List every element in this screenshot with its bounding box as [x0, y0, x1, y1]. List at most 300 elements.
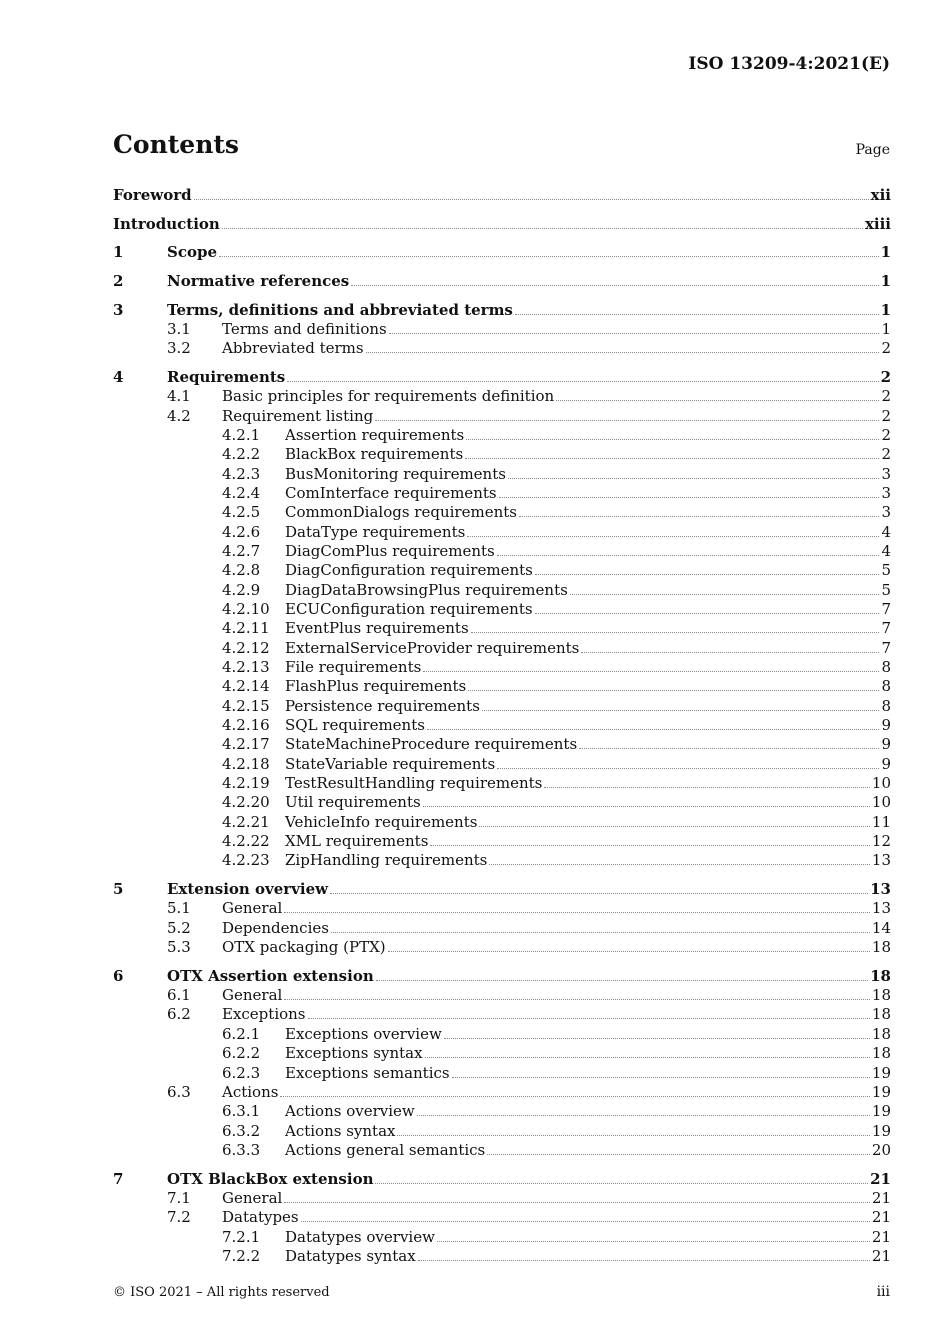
toc-dot-leader — [375, 420, 879, 421]
toc-entry-page: 7 — [881, 638, 891, 657]
toc-dot-leader — [301, 1221, 870, 1222]
toc-entry-title[interactable]: DiagConfiguration requirements — [285, 561, 533, 580]
toc-entry[interactable] — [113, 301, 891, 320]
toc-entry[interactable] — [113, 938, 891, 957]
toc-entry-line — [113, 215, 891, 234]
toc-entry-page: 19 — [871, 1121, 891, 1140]
toc-entry[interactable] — [113, 1102, 891, 1121]
toc-entry-number: 4.2.21 — [222, 812, 270, 831]
toc-entry-number: 6.3.1 — [222, 1102, 261, 1121]
toc-entry-page: 4 — [881, 541, 891, 560]
toc-entry-title[interactable]: File requirements — [285, 658, 422, 677]
toc-dot-leader — [579, 748, 879, 749]
toc-entry[interactable] — [113, 1025, 891, 1044]
toc-entry[interactable] — [113, 677, 891, 696]
toc-entry[interactable] — [113, 272, 891, 291]
toc-entry-number: 4.2.16 — [222, 716, 270, 735]
toc-entry-title[interactable]: XML requirements — [285, 832, 429, 851]
toc-entry-number: 4.2.2 — [222, 445, 261, 464]
toc-entry-number: 7.2.1 — [222, 1227, 261, 1246]
toc-entry[interactable] — [113, 1083, 891, 1102]
toc-entry-title[interactable]: General — [222, 986, 283, 1005]
toc-entry-page: 21 — [871, 1246, 891, 1265]
toc-entry-line — [285, 793, 891, 812]
toc-dot-leader — [489, 864, 870, 865]
toc-entry-line — [222, 919, 891, 938]
toc-entry-line — [285, 619, 891, 638]
toc-dot-leader — [284, 999, 870, 1000]
toc-section-gap — [113, 958, 891, 967]
toc-entry[interactable] — [113, 561, 891, 580]
toc-entry[interactable] — [113, 851, 891, 870]
toc-entry-line — [222, 320, 891, 339]
toc-dot-leader — [308, 1018, 870, 1019]
toc-entry-title[interactable]: EventPlus requirements — [285, 619, 469, 638]
toc-entry-page: 8 — [881, 677, 891, 696]
toc-entry-title[interactable]: Actions — [222, 1082, 279, 1101]
toc-entry-line — [167, 880, 891, 899]
toc-entry-page: 12 — [871, 832, 891, 851]
toc-dot-leader — [222, 228, 863, 229]
toc-dot-leader — [465, 458, 879, 459]
toc-entry-page: 19 — [871, 1082, 891, 1101]
toc-entry-page: 1 — [880, 243, 891, 262]
toc-dot-leader — [330, 893, 868, 894]
toc-entry-page: 3 — [881, 464, 891, 483]
toc-entry-number: 5.3 — [167, 938, 191, 957]
toc-entry-number: 2 — [113, 271, 124, 290]
toc-dot-leader — [376, 980, 868, 981]
toc-dot-leader — [331, 932, 870, 933]
toc-entry-number: 4.2 — [167, 406, 191, 425]
toc-entry[interactable] — [113, 1170, 891, 1189]
toc-dot-leader — [479, 826, 869, 827]
toc-entry-title[interactable]: DiagComPlus requirements — [285, 541, 495, 560]
toc-entry-line — [285, 600, 891, 619]
toc-dot-leader — [397, 1135, 869, 1136]
toc-entry[interactable] — [113, 1189, 891, 1208]
toc-entry-number: 6.2.1 — [222, 1024, 261, 1043]
toc-entry-line — [285, 716, 891, 735]
toc-entry-title[interactable]: General — [222, 899, 283, 918]
toc-entry[interactable] — [113, 793, 891, 812]
toc-entry-line — [285, 1141, 891, 1160]
toc-entry-number: 4.2.15 — [222, 696, 270, 715]
toc-entry[interactable] — [113, 1247, 891, 1266]
toc-entry-title[interactable]: Exceptions syntax — [285, 1044, 423, 1063]
toc-section-gap — [113, 871, 891, 880]
toc-entry[interactable] — [113, 215, 891, 234]
toc-entry-page: xiii — [864, 214, 891, 233]
toc-entry-page: 8 — [881, 658, 891, 677]
toc-entry-number: 4.2.8 — [222, 561, 261, 580]
toc-entry-number: 6.2.2 — [222, 1044, 261, 1063]
toc-entry-title[interactable]: Datatypes syntax — [285, 1246, 416, 1265]
toc-dot-leader — [389, 333, 880, 334]
toc-entry-page: 14 — [871, 918, 891, 937]
toc-entry-title[interactable]: Normative references — [167, 271, 350, 290]
toc-entry-title[interactable]: SQL requirements — [285, 716, 425, 735]
toc-entry-page: 19 — [871, 1063, 891, 1082]
toc-entry-line — [222, 339, 891, 358]
toc-entry[interactable] — [113, 387, 891, 406]
toc-entry[interactable] — [113, 186, 891, 205]
toc-entry-page: 1 — [880, 300, 891, 319]
toc-entry[interactable] — [113, 426, 891, 445]
toc-entry-number: 4.2.14 — [222, 677, 270, 696]
toc-dot-leader — [417, 1115, 870, 1116]
toc-entry-page: 21 — [870, 1169, 891, 1188]
toc-entry-number: 4.1 — [167, 387, 191, 406]
toc-entry-page: 3 — [881, 503, 891, 522]
toc-dot-leader — [556, 400, 879, 401]
toc-entry-number: 4.2.18 — [222, 754, 270, 773]
toc-entry-number: 4.2.22 — [222, 832, 270, 851]
toc-entry-number: 4.2.9 — [222, 580, 261, 599]
toc-entry-page: 4 — [881, 522, 891, 541]
toc-entry[interactable] — [113, 658, 891, 677]
toc-entry-line — [167, 1170, 891, 1189]
toc-dot-leader — [468, 690, 879, 691]
toc-entry-number: 4.2.17 — [222, 735, 270, 754]
toc-entry-line — [222, 407, 891, 426]
toc-entry-number: 3.1 — [167, 319, 191, 338]
toc-entry-number: 7.1 — [167, 1188, 191, 1207]
toc-entry-page: 9 — [881, 754, 891, 773]
toc-section-gap — [113, 263, 891, 272]
toc-entry-number: 5.2 — [167, 918, 191, 937]
toc-entry[interactable] — [113, 639, 891, 658]
toc-entry[interactable] — [113, 967, 891, 986]
toc-entry-title[interactable]: Requirements — [167, 367, 286, 386]
toc-entry-page: 2 — [881, 445, 891, 464]
toc-entry-title[interactable]: VehicleInfo requirements — [285, 812, 478, 831]
toc-entry-title[interactable]: Basic principles for requirements definition — [222, 387, 555, 406]
toc-entry-page: 1 — [881, 319, 891, 338]
toc-entry-title[interactable]: Abbreviated terms — [222, 339, 364, 358]
toc-dot-leader — [515, 314, 879, 315]
toc-entry-line — [222, 387, 891, 406]
toc-entry-page: 13 — [871, 851, 891, 870]
toc-entry-title[interactable]: ComInterface requirements — [285, 483, 497, 502]
toc-entry-title[interactable]: Util requirements — [285, 793, 421, 812]
toc-dot-leader — [497, 555, 880, 556]
toc-entry-line — [285, 755, 891, 774]
toc-entry-page: 13 — [870, 880, 891, 899]
toc-dot-leader — [471, 632, 880, 633]
toc-dot-leader — [499, 497, 880, 498]
toc-entry-title[interactable]: General — [222, 1188, 283, 1207]
toc-entry[interactable] — [113, 1208, 891, 1227]
toc-entry-title[interactable]: Datatypes overview — [285, 1227, 435, 1246]
copyright-notice: © ISO 2021 – All rights reserved — [113, 1285, 330, 1300]
toc-entry-number: 6.2.3 — [222, 1063, 261, 1082]
toc-entry-page: 10 — [871, 774, 891, 793]
page-column-label: Page — [855, 142, 890, 158]
toc-section-gap — [113, 291, 891, 300]
toc-entry-line — [285, 697, 891, 716]
page-title: Contents — [113, 130, 240, 159]
toc-entry-page: 11 — [871, 812, 891, 831]
toc-entry[interactable] — [113, 368, 891, 387]
toc-entry-number: 4.2.3 — [222, 464, 261, 483]
toc-entry-number: 1 — [113, 243, 124, 262]
toc-entry-title[interactable]: OTX BlackBox extension — [167, 1169, 374, 1188]
toc-entry-line — [167, 368, 891, 387]
toc-dot-leader — [487, 1154, 870, 1155]
toc-entry-line — [285, 561, 891, 580]
toc-entry[interactable] — [113, 243, 891, 262]
toc-entry-line — [285, 465, 891, 484]
toc-entry-page: 2 — [881, 387, 891, 406]
toc-entry-title[interactable]: ZipHandling requirements — [285, 851, 488, 870]
toc-section-gap — [113, 359, 891, 368]
toc-dot-leader — [466, 439, 879, 440]
toc-entry-title[interactable]: Terms, definitions and abbreviated terms — [167, 300, 513, 319]
toc-entry-page: 2 — [881, 339, 891, 358]
toc-entry-number: 4.2.10 — [222, 600, 270, 619]
toc-entry-title[interactable]: Assertion requirements — [285, 425, 465, 444]
toc-entry[interactable] — [113, 735, 891, 754]
toc-entry-title[interactable]: TestResultHandling requirements — [285, 774, 543, 793]
toc-entry-line — [113, 186, 891, 205]
toc-entry[interactable] — [113, 465, 891, 484]
toc-entry[interactable] — [113, 813, 891, 832]
toc-entry-number: 4.2.11 — [222, 619, 270, 638]
toc-entry-title[interactable]: DiagDataBrowsingPlus requirements — [285, 580, 568, 599]
toc-entry-number: 6.1 — [167, 986, 191, 1005]
toc-entry-page: 3 — [881, 483, 891, 502]
toc-entry-page: 8 — [881, 696, 891, 715]
toc-entry-page: 1 — [880, 271, 891, 290]
toc-entry[interactable] — [113, 600, 891, 619]
toc-entry[interactable] — [113, 1005, 891, 1024]
toc-entry-line — [285, 774, 891, 793]
toc-entry-line — [285, 1025, 891, 1044]
toc-entry-title[interactable]: Introduction — [113, 214, 220, 233]
toc-entry-title[interactable]: Actions overview — [285, 1102, 415, 1121]
toc-entry-line — [222, 986, 891, 1005]
toc-dot-leader — [430, 845, 869, 846]
toc-entry[interactable] — [113, 1228, 891, 1247]
toc-dot-leader — [508, 478, 880, 479]
toc-dot-leader — [535, 574, 880, 575]
toc-dot-leader — [519, 516, 880, 517]
toc-entry[interactable] — [113, 1141, 891, 1160]
toc-section-gap — [113, 205, 891, 214]
toc-entry-line — [222, 1189, 891, 1208]
toc-entry-title[interactable]: ECUConfiguration requirements — [285, 600, 533, 619]
toc-entry-line — [222, 1083, 891, 1102]
toc-dot-leader — [497, 768, 879, 769]
toc-entry-line — [285, 1228, 891, 1247]
toc-dot-leader — [452, 1077, 870, 1078]
toc-entry-line — [285, 1044, 891, 1063]
toc-entry-page: 19 — [871, 1102, 891, 1121]
toc-entry-line — [285, 542, 891, 561]
toc-entry-page: 9 — [881, 716, 891, 735]
toc-entry-line — [285, 1247, 891, 1266]
toc-entry-line — [285, 484, 891, 503]
toc-entry-title[interactable]: BlackBox requirements — [285, 445, 464, 464]
toc-entry[interactable] — [113, 919, 891, 938]
toc-entry-page: 21 — [871, 1227, 891, 1246]
toc-entry-title[interactable]: Dependencies — [222, 918, 329, 937]
toc-entry-number: 6 — [113, 966, 124, 985]
toc-entry-page: 18 — [871, 1024, 891, 1043]
toc-entry-line — [285, 832, 891, 851]
toc-entry-line — [222, 938, 891, 957]
toc-dot-leader — [219, 256, 879, 257]
toc-entry-number: 4.2.6 — [222, 522, 261, 541]
toc-dot-leader — [425, 1057, 870, 1058]
toc-entry-title[interactable]: Exceptions overview — [285, 1024, 442, 1043]
toc-entry-line — [285, 1122, 891, 1141]
toc-entry-page: 20 — [871, 1140, 891, 1159]
toc-entry[interactable] — [113, 619, 891, 638]
toc-entry-number: 4.2.12 — [222, 638, 270, 657]
toc-entry-title[interactable]: Persistence requirements — [285, 696, 480, 715]
toc-dot-leader — [427, 729, 880, 730]
toc-entry[interactable] — [113, 581, 891, 600]
toc-entry-line — [167, 272, 891, 291]
toc-entry-page: 2 — [881, 425, 891, 444]
toc-entry-page: xii — [870, 186, 891, 204]
toc-dot-leader — [535, 613, 880, 614]
toc-entry[interactable] — [113, 986, 891, 1005]
toc-entry[interactable] — [113, 832, 891, 851]
toc-entry[interactable] — [113, 899, 891, 918]
toc-entry-line — [285, 523, 891, 542]
toc-entry-number: 4.2.23 — [222, 851, 270, 870]
toc-entry-number: 4.2.7 — [222, 541, 261, 560]
toc-entry-title[interactable]: Requirement listing — [222, 406, 374, 425]
toc-entry-page: 5 — [881, 580, 891, 599]
toc-entry-title[interactable]: Exceptions semantics — [285, 1063, 450, 1082]
toc-entry[interactable] — [113, 484, 891, 503]
toc-entry-line — [285, 1064, 891, 1083]
toc-dot-leader — [194, 199, 869, 200]
toc-entry-title[interactable]: CommonDialogs requirements — [285, 503, 517, 522]
toc-entry-number: 3.2 — [167, 339, 191, 358]
toc-entry-page: 18 — [870, 966, 891, 985]
toc-entry-page: 5 — [881, 561, 891, 580]
toc-entry-line — [285, 426, 891, 445]
toc-dot-leader — [366, 352, 880, 353]
toc-entry[interactable] — [113, 774, 891, 793]
toc-entry-number: 5 — [113, 880, 124, 899]
toc-entry-title[interactable]: StateVariable requirements — [285, 754, 496, 773]
toc-entry[interactable] — [113, 407, 891, 426]
toc-dot-leader — [423, 806, 870, 807]
toc-entry[interactable] — [113, 503, 891, 522]
toc-entry[interactable] — [113, 716, 891, 735]
toc-section-gap — [113, 234, 891, 243]
toc-entry-number: 6.3.3 — [222, 1140, 261, 1159]
toc-entry-number: 4.2.1 — [222, 425, 261, 444]
toc-entry[interactable] — [113, 1122, 891, 1141]
toc-dot-leader — [287, 381, 878, 382]
toc-entry[interactable] — [113, 755, 891, 774]
toc-dot-leader — [581, 652, 879, 653]
toc-entry-page: 2 — [880, 367, 891, 386]
toc-dot-leader — [418, 1260, 870, 1261]
toc-entry-page: 21 — [871, 1188, 891, 1207]
toc-dot-leader — [444, 1038, 870, 1039]
toc-entry-page: 21 — [871, 1208, 891, 1227]
toc-dot-leader — [284, 912, 870, 913]
toc-entry-number: 4.2.19 — [222, 774, 270, 793]
toc-entry-page: 10 — [871, 793, 891, 812]
toc-entry-number: 4.2.20 — [222, 793, 270, 812]
toc-entry-title[interactable]: Actions general semantics — [285, 1140, 486, 1159]
toc-entry-title[interactable]: Exceptions — [222, 1005, 306, 1024]
toc-entry[interactable] — [113, 542, 891, 561]
toc-dot-leader — [467, 536, 879, 537]
toc-entry-line — [285, 677, 891, 696]
toc-entry-line — [222, 1208, 891, 1227]
toc-entry-line — [167, 243, 891, 262]
toc-entry-title[interactable]: Terms and definitions — [222, 319, 387, 338]
table-of-contents — [113, 186, 891, 1266]
toc-entry-title[interactable]: StateMachineProcedure requirements — [285, 735, 578, 754]
toc-entry-title[interactable]: Scope — [167, 243, 218, 262]
toc-entry-line — [285, 735, 891, 754]
toc-entry-title[interactable]: OTX packaging (PTX) — [222, 938, 386, 957]
toc-entry-line — [285, 851, 891, 870]
toc-entry-number: 3 — [113, 300, 124, 319]
toc-dot-leader — [375, 1183, 868, 1184]
toc-entry-title[interactable]: Datatypes — [222, 1208, 299, 1227]
toc-dot-leader — [437, 1241, 870, 1242]
toc-entry-number: 4.2.5 — [222, 503, 261, 522]
toc-entry-title[interactable]: Actions syntax — [285, 1121, 396, 1140]
toc-entry-title[interactable]: Foreword — [113, 186, 192, 204]
toc-entry-line — [167, 967, 891, 986]
toc-entry[interactable] — [113, 1044, 891, 1063]
toc-entry[interactable] — [113, 339, 891, 358]
toc-entry-line — [285, 658, 891, 677]
toc-entry-line — [222, 899, 891, 918]
toc-entry-number: 7.2 — [167, 1208, 191, 1227]
toc-entry-title[interactable]: ExternalServiceProvider requirements — [285, 638, 580, 657]
toc-entry[interactable] — [113, 445, 891, 464]
toc-entry-title[interactable]: OTX Assertion extension — [167, 966, 374, 985]
toc-entry-line — [285, 581, 891, 600]
toc-entry-line — [285, 1102, 891, 1121]
toc-section-gap — [113, 1160, 891, 1169]
toc-dot-leader — [280, 1096, 869, 1097]
toc-entry-title[interactable]: BusMonitoring requirements — [285, 464, 506, 483]
toc-entry-page: 18 — [871, 986, 891, 1005]
toc-entry-line — [167, 301, 891, 320]
toc-entry-number: 6.3.2 — [222, 1121, 261, 1140]
page-number: iii — [876, 1284, 890, 1300]
toc-entry-number: 4.2.4 — [222, 483, 261, 502]
toc-entry-title[interactable]: FlashPlus requirements — [285, 677, 467, 696]
toc-entry[interactable] — [113, 1064, 891, 1083]
toc-entry-number: 6.3 — [167, 1082, 191, 1101]
toc-entry-title[interactable]: Extension overview — [167, 880, 329, 899]
toc-entry-number: 6.2 — [167, 1005, 191, 1024]
toc-entry[interactable] — [113, 697, 891, 716]
toc-entry-line — [285, 503, 891, 522]
toc-entry[interactable] — [113, 880, 891, 899]
toc-entry-title[interactable]: DataType requirements — [285, 522, 466, 541]
toc-entry-page: 18 — [871, 1044, 891, 1063]
toc-entry[interactable] — [113, 320, 891, 339]
toc-entry[interactable] — [113, 523, 891, 542]
